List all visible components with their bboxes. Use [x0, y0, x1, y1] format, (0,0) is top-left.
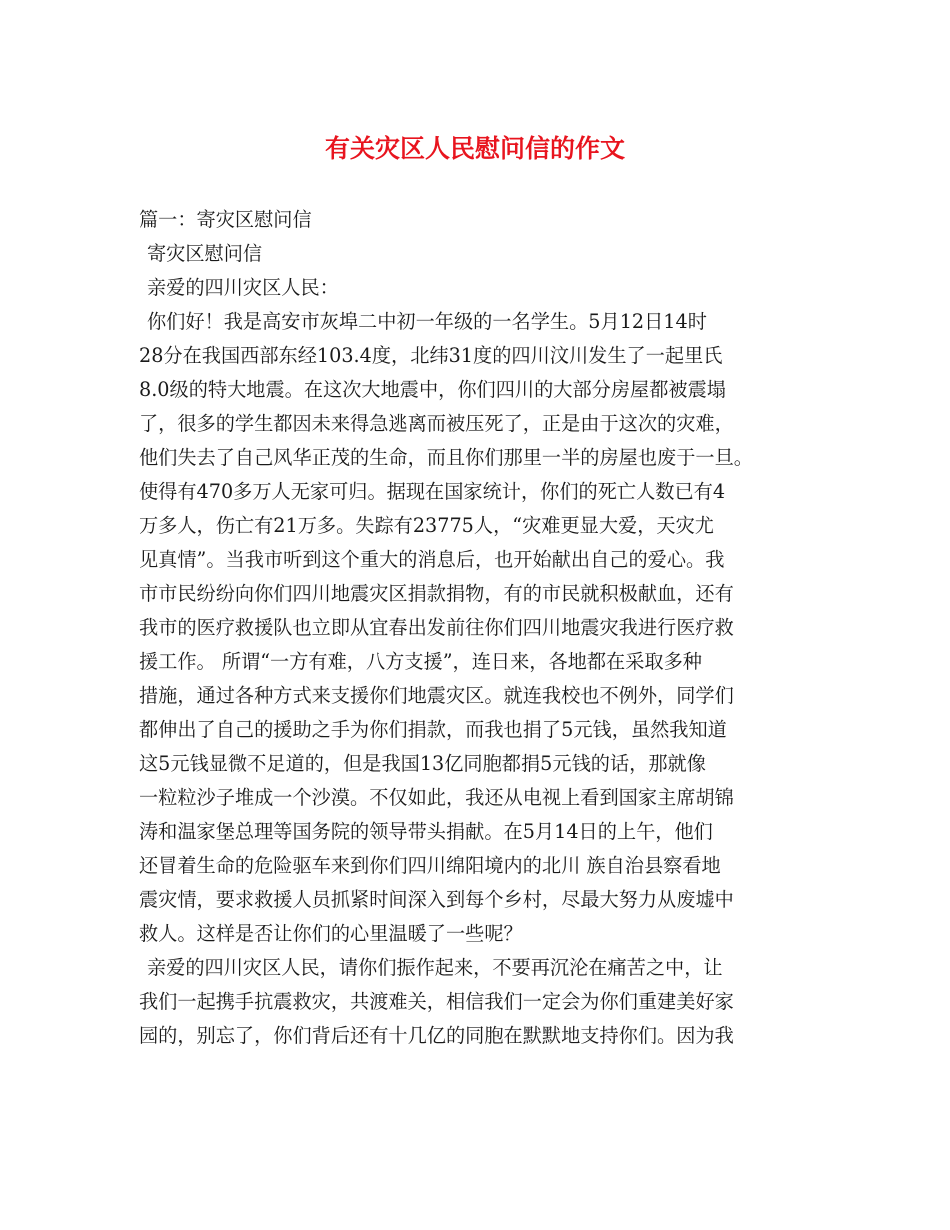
letter-body — [139, 203, 819, 1053]
text-line: 还冒着生命的危险驱车来到你们四川绵阳境内的北川 族自治县察看地 — [139, 854, 721, 877]
text-line: 一粒粒沙子堆成一个沙漠。不仅如此，我还从电视上看到国家主席胡锦 — [139, 786, 734, 809]
text-line: 园的，别忘了，你们背后还有十几亿的同胞在默默地支持你们。因为我 — [139, 1024, 734, 1047]
text-line: 震灾情，要求救援人员抓紧时间深入到每个乡村，尽最大努力从废墟中 — [139, 888, 734, 911]
text-line: 我市的医疗救援队也立即从宜春出发前往你们四川地震灾我进行医疗救 — [139, 616, 734, 639]
text-line: 援工作。 所谓“一方有难，八方支援”，连日来，各地都在采取多种 — [139, 650, 702, 673]
text-line: 篇一：寄灾区慰问信 — [139, 208, 312, 231]
text-line: 这5元钱显微不足道的，但是我国13亿同胞都捐5元钱的话，那就像 — [139, 752, 706, 775]
text-line: 救人。这样是否让你们的心里温暖了一些呢？ — [139, 922, 523, 945]
text-line: 寄灾区慰问信 — [147, 242, 263, 265]
text-line: 你们好！我是高安市灰埠二中初一年级的一名学生。5月12日14时 — [147, 310, 707, 333]
text-line: 28分在我国西部东经103.4度，北纬31度的四川汶川发生了一起里氏 — [139, 344, 723, 367]
text-line: 亲爱的四川灾区人民，请你们振作起来，不要再沉沦在痛苦之中，让 — [147, 956, 723, 979]
text-line: 涛和温家堡总理等国务院的领导带头捐献。在5月14日的上午，他们 — [139, 820, 713, 843]
document-title: 有关灾区人民慰问信的作文 — [324, 134, 625, 163]
text-line: 了，很多的学生都因未来得急逃离而被压死了，正是由于这次的灾难， — [139, 412, 734, 435]
text-line: 市市民纷纷向你们四川地震灾区捐款捐物，有的市民就积极献血，还有 — [139, 582, 734, 605]
text-line: 他们失去了自己风华正茂的生命，而且你们那里一半的房屋也废于一旦。 — [139, 446, 753, 469]
text-line: 见真情”。当我市听到这个重大的消息后，也开始献出自己的爱心。我 — [139, 548, 725, 571]
text-line: 8.0级的特大地震。在这次大地震中，你们四川的大部分房屋都被震塌 — [139, 378, 726, 401]
text-line: 我们一起携手抗震救灾，共渡难关，相信我们一定会为你们重建美好家 — [139, 990, 734, 1013]
text-line: 都伸出了自己的援助之手为你们捐款，而我也捐了5元钱，虽然我知道 — [139, 718, 727, 741]
text-line: 亲爱的四川灾区人民： — [147, 276, 339, 299]
text-line: 万多人，伤亡有21万多。失踪有23775人，“灾难更显大爱，天灾尤 — [139, 514, 714, 537]
text-line: 使得有470多万人无家可归。据现在国家统计，你们的死亡人数已有4 — [139, 480, 726, 503]
text-line: 措施，通过各种方式来支援你们地震灾区。就连我校也不例外，同学们 — [139, 684, 734, 707]
